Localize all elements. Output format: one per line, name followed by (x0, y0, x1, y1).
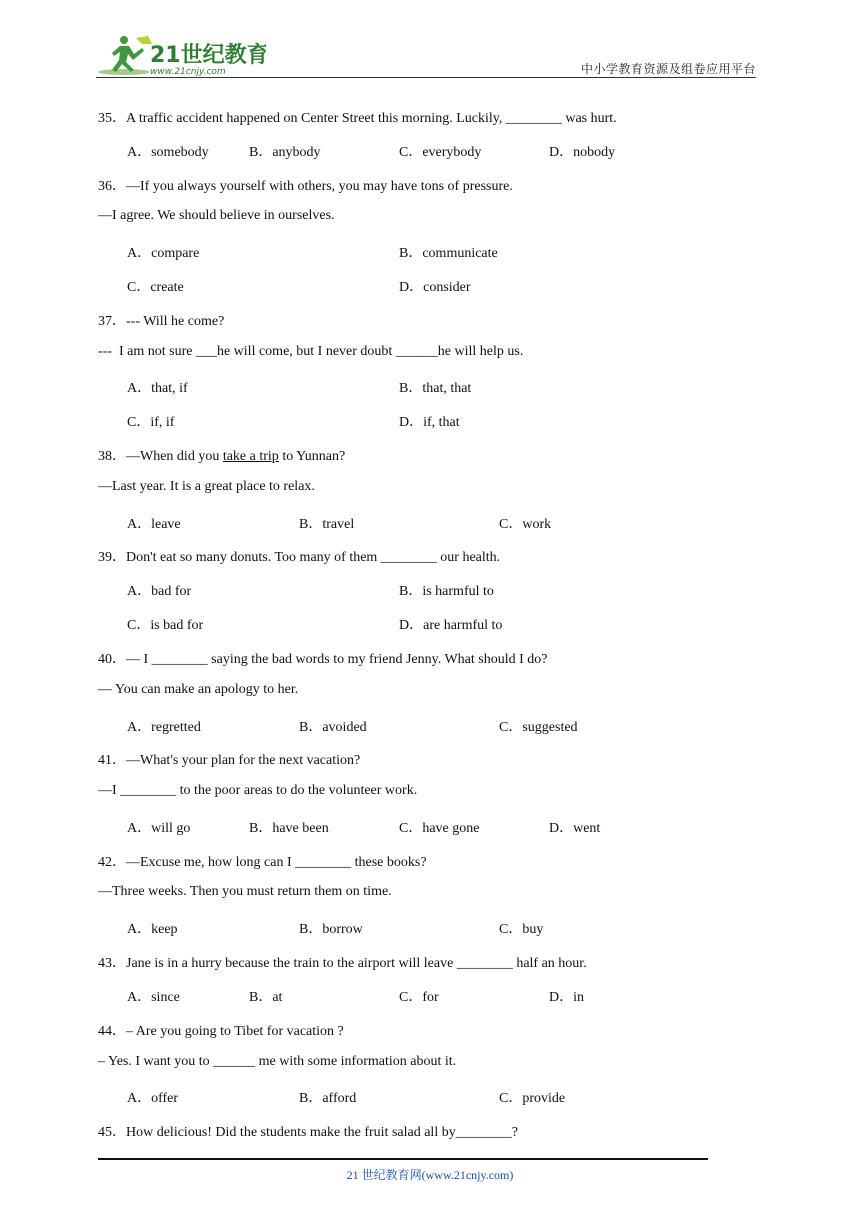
question-41-text: 41．—What's your plan for the next vacation? (98, 753, 361, 768)
q38-option-a: A．leave (127, 517, 181, 532)
footer-divider (98, 1158, 708, 1160)
logo-url: www.21cnjy.com (150, 67, 226, 77)
question-35-text: 35．A traffic accident happened on Center Street this morning. Luckily, ________ was hurt. (98, 111, 617, 126)
q40-option-c: C．suggested (499, 720, 578, 735)
q41-option-b: B．have been (249, 821, 329, 836)
question-40-reply: — You can make an apology to her. (98, 682, 299, 697)
q39-option-a: A．bad for (127, 584, 192, 599)
q37-option-b: B．that, that (399, 381, 472, 396)
question-38-text (98, 445, 345, 465)
q38-suffix: to Yunnan? (278, 449, 346, 464)
q42-option-b: B．borrow (299, 922, 363, 937)
q35-option-d: D．nobody (549, 145, 616, 160)
q37-option-c: C．if, if (127, 415, 175, 430)
q36-option-a: A．compare (127, 246, 200, 261)
question-42-text: 42．―Excuse me, how long can I ________ these books? (98, 855, 427, 870)
q41-option-a: A．will go (127, 821, 191, 836)
question-45-text: 45．How delicious! Did the students make the fruit salad all by________? (98, 1125, 518, 1140)
q35-option-c: C．everybody (399, 145, 482, 160)
question-38-reply: —Last year. It is a great place to relax. (98, 479, 315, 494)
q35-option-a: A．somebody (127, 145, 209, 160)
q41-option-d: D．went (549, 821, 601, 836)
runner-logo-icon (96, 32, 266, 78)
q42-option-c: C．buy (499, 922, 544, 937)
q39-option-c: C．is bad for (127, 618, 204, 633)
q40-option-b: B．avoided (299, 720, 367, 735)
question-42-reply: ―Three weeks. Then you must return them on time. (98, 884, 392, 899)
logo-text: 21世纪教育 (150, 43, 266, 68)
q37-option-a: A．that, if (127, 381, 188, 396)
platform-name: 中小学教育资源及组卷应用平台 (580, 62, 756, 76)
q44-option-c: C．provide (499, 1091, 566, 1106)
q39-option-b: B．is harmful to (399, 584, 494, 599)
q43-option-c: C．for (399, 990, 439, 1005)
question-37-reply: --- I am not sure ___he will come, but I never doubt ______he will help us. (98, 344, 524, 359)
q38-option-b: B．travel (299, 517, 355, 532)
question-37-text: 37．--- Will he come? (98, 314, 225, 329)
q43-option-d: D．in (549, 990, 584, 1005)
question-43-text: 43．Jane is in a hurry because the train to the airport will leave ________ half an hour. (98, 956, 587, 971)
q44-option-a: A．offer (127, 1091, 179, 1106)
q36-option-c: C．create (127, 280, 184, 295)
q39-option-d: D．are harmful to (399, 618, 503, 633)
site-logo (96, 32, 266, 78)
question-36-reply: —I agree. We should believe in ourselves. (98, 208, 335, 223)
q41-option-c: C．have gone (399, 821, 480, 836)
question-39-text: 39．Don't eat so many donuts. Too many of them ________ our health. (98, 550, 501, 565)
q43-option-b: B．at (249, 990, 283, 1005)
question-44-text: 44．– Are you going to Tibet for vacation ? (98, 1024, 344, 1039)
footer-link[interactable]: 21 世纪教育网(www.21cnjy.com) (346, 1168, 514, 1182)
q40-option-a: A．regretted (127, 720, 201, 735)
q36-option-d: D．consider (399, 280, 471, 295)
q36-option-b: B．communicate (399, 246, 498, 261)
q37-option-d: D．if, that (399, 415, 460, 430)
question-40-text: 40．— I ________ saying the bad words to my friend Jenny. What should I do? (98, 652, 548, 667)
q44-option-b: B．afford (299, 1091, 357, 1106)
q38-option-c: C．work (499, 517, 552, 532)
header-divider (96, 77, 756, 78)
question-36-text: 36．—If you always yourself with others, you may have tons of pressure. (98, 179, 513, 194)
q43-option-a: A．since (127, 990, 180, 1005)
question-41-reply: —I ________ to the poor areas to do the volunteer work. (98, 783, 418, 798)
page-header (96, 32, 756, 78)
question-44-reply: – Yes. I want you to ______ me with some information about it. (98, 1054, 457, 1069)
q42-option-a: A．keep (127, 922, 178, 937)
q35-option-b: B．anybody (249, 145, 321, 160)
q38-prefix: 38．—When did you (98, 449, 223, 464)
q38-underlined-phrase: take a trip (222, 449, 279, 464)
